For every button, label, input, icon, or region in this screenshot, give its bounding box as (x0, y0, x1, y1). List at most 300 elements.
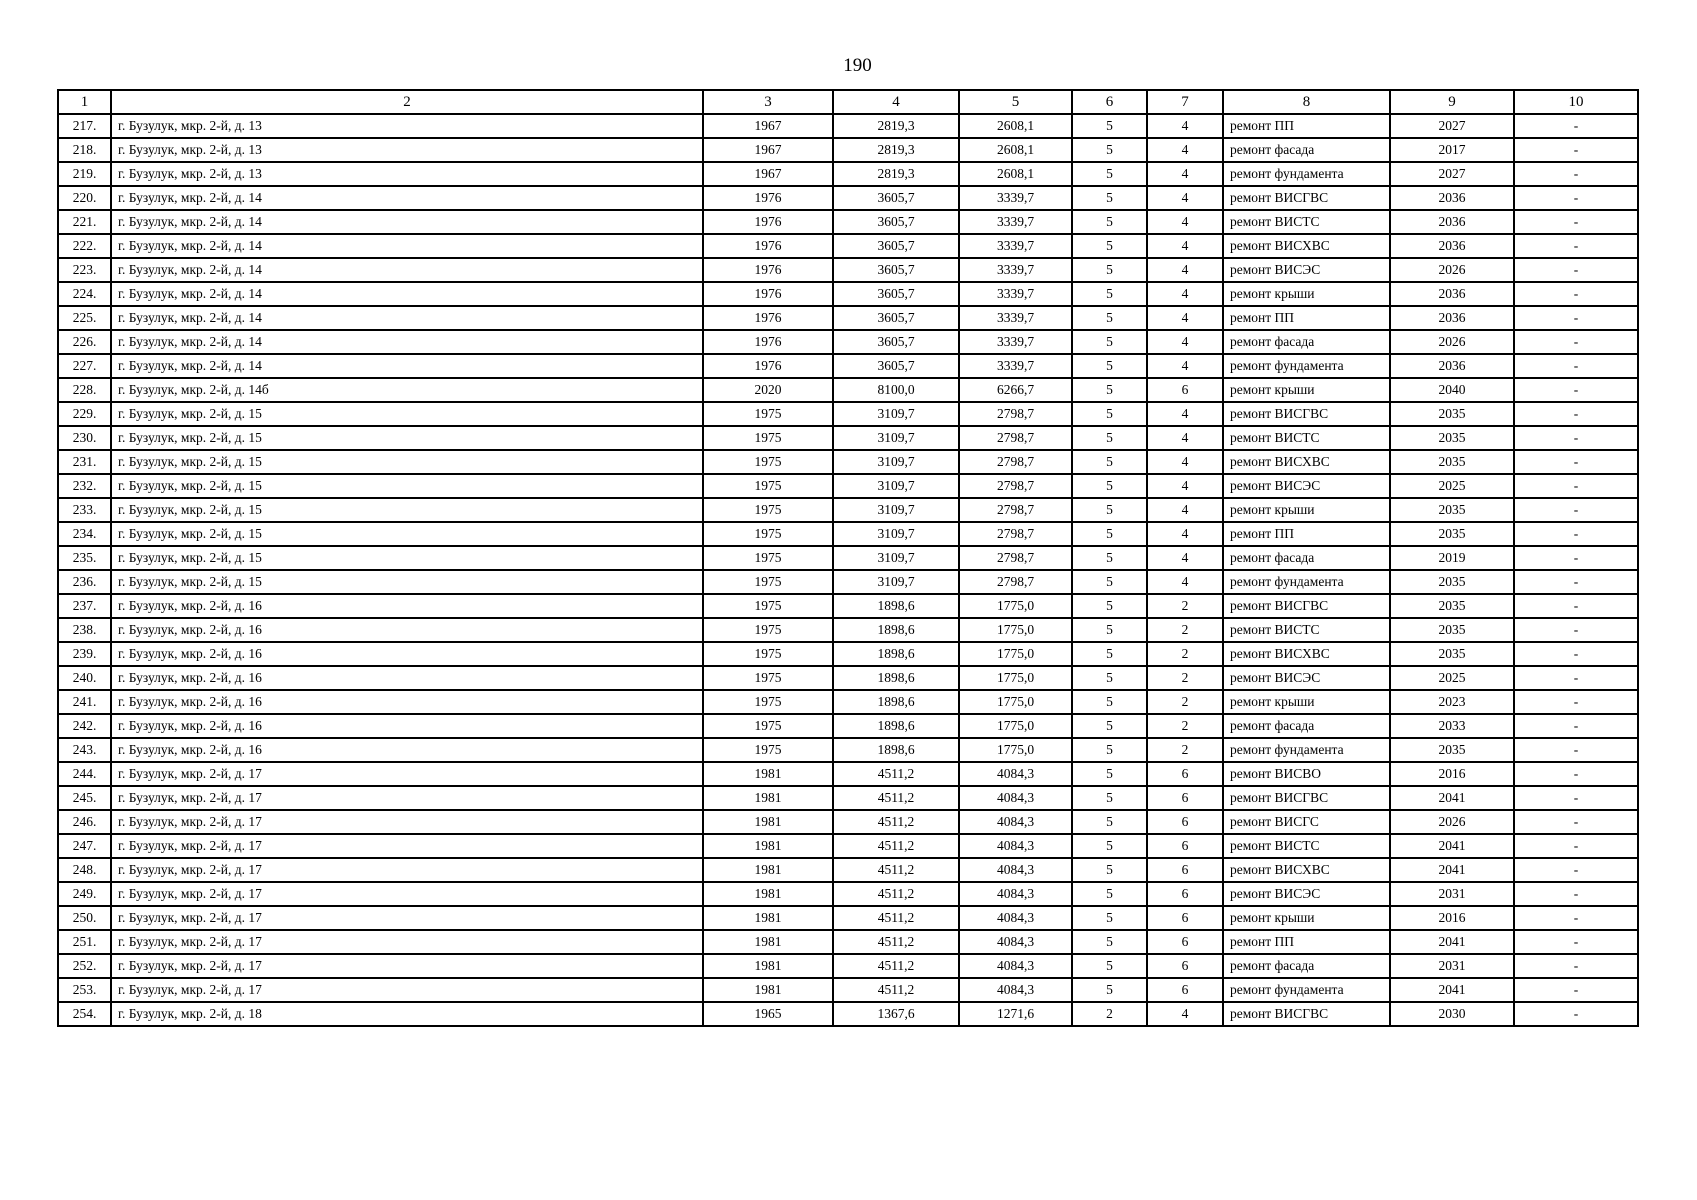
entrances-cell: 2 (1147, 714, 1223, 738)
work-type-cell: ремонт фундамента (1223, 978, 1390, 1002)
repair-year-cell: 2036 (1390, 354, 1514, 378)
table-row (58, 882, 1638, 906)
total-area-cell: 1898,6 (833, 738, 959, 762)
entrances-cell: 6 (1147, 834, 1223, 858)
entrances-cell: 6 (1147, 378, 1223, 402)
address-cell: г. Бузулук, мкр. 2-й, д. 15 (111, 426, 703, 450)
table-row (58, 162, 1638, 186)
table-row (58, 690, 1638, 714)
column-header-4: 4 (833, 90, 959, 114)
repair-year-cell: 2041 (1390, 786, 1514, 810)
table-row (58, 450, 1638, 474)
table-row (58, 738, 1638, 762)
entrances-cell: 2 (1147, 738, 1223, 762)
year-cell: 1975 (703, 450, 833, 474)
entrances-cell: 2 (1147, 642, 1223, 666)
year-cell: 1965 (703, 1002, 833, 1026)
living-area-cell: 4084,3 (959, 762, 1072, 786)
table-row (58, 930, 1638, 954)
work-type-cell: ремонт ВИСЭС (1223, 474, 1390, 498)
living-area-cell: 4084,3 (959, 906, 1072, 930)
entrances-cell: 6 (1147, 906, 1223, 930)
living-area-cell: 4084,3 (959, 858, 1072, 882)
table-row (58, 978, 1638, 1002)
floors-cell: 2 (1072, 1002, 1147, 1026)
row-number-cell: 249. (58, 882, 111, 906)
table-row (58, 138, 1638, 162)
work-type-cell: ремонт фасада (1223, 714, 1390, 738)
total-area-cell: 4511,2 (833, 810, 959, 834)
living-area-cell: 4084,3 (959, 930, 1072, 954)
note-cell: - (1514, 978, 1638, 1002)
total-area-cell: 4511,2 (833, 834, 959, 858)
living-area-cell: 1775,0 (959, 714, 1072, 738)
table-row (58, 762, 1638, 786)
entrances-cell: 4 (1147, 474, 1223, 498)
floors-cell: 5 (1072, 522, 1147, 546)
table-row (58, 114, 1638, 138)
note-cell: - (1514, 810, 1638, 834)
row-number-cell: 250. (58, 906, 111, 930)
total-area-cell: 3605,7 (833, 354, 959, 378)
floors-cell: 5 (1072, 426, 1147, 450)
page-number: 190 (843, 55, 872, 76)
living-area-cell: 3339,7 (959, 258, 1072, 282)
work-type-cell: ремонт фундамента (1223, 162, 1390, 186)
repair-year-cell: 2036 (1390, 186, 1514, 210)
year-cell: 1976 (703, 330, 833, 354)
year-cell: 1975 (703, 546, 833, 570)
address-cell: г. Бузулук, мкр. 2-й, д. 17 (111, 834, 703, 858)
entrances-cell: 6 (1147, 954, 1223, 978)
total-area-cell: 1898,6 (833, 714, 959, 738)
note-cell: - (1514, 834, 1638, 858)
total-area-cell: 3109,7 (833, 570, 959, 594)
total-area-cell: 3605,7 (833, 258, 959, 282)
living-area-cell: 2798,7 (959, 546, 1072, 570)
table-row (58, 546, 1638, 570)
floors-cell: 5 (1072, 954, 1147, 978)
work-type-cell: ремонт ВИСГС (1223, 810, 1390, 834)
column-header-3: 3 (703, 90, 833, 114)
entrances-cell: 6 (1147, 858, 1223, 882)
note-cell: - (1514, 282, 1638, 306)
work-type-cell: ремонт ВИСТС (1223, 426, 1390, 450)
table-row (58, 786, 1638, 810)
repair-year-cell: 2035 (1390, 594, 1514, 618)
total-area-cell: 3109,7 (833, 450, 959, 474)
table-row (58, 642, 1638, 666)
total-area-cell: 3605,7 (833, 210, 959, 234)
row-number-cell: 248. (58, 858, 111, 882)
table-row (58, 834, 1638, 858)
column-header-8: 8 (1223, 90, 1390, 114)
row-number-cell: 243. (58, 738, 111, 762)
address-cell: г. Бузулук, мкр. 2-й, д. 16 (111, 666, 703, 690)
repair-year-cell: 2035 (1390, 738, 1514, 762)
note-cell: - (1514, 234, 1638, 258)
work-type-cell: ремонт ВИСГВС (1223, 402, 1390, 426)
note-cell: - (1514, 594, 1638, 618)
address-cell: г. Бузулук, мкр. 2-й, д. 15 (111, 522, 703, 546)
row-number-cell: 251. (58, 930, 111, 954)
note-cell: - (1514, 402, 1638, 426)
row-number-cell: 238. (58, 618, 111, 642)
repair-year-cell: 2031 (1390, 882, 1514, 906)
total-area-cell: 1367,6 (833, 1002, 959, 1026)
table-row (58, 186, 1638, 210)
total-area-cell: 4511,2 (833, 978, 959, 1002)
total-area-cell: 4511,2 (833, 762, 959, 786)
address-cell: г. Бузулук, мкр. 2-й, д. 17 (111, 786, 703, 810)
address-cell: г. Бузулук, мкр. 2-й, д. 16 (111, 738, 703, 762)
address-cell: г. Бузулук, мкр. 2-й, д. 17 (111, 954, 703, 978)
work-type-cell: ремонт крыши (1223, 906, 1390, 930)
row-number-cell: 244. (58, 762, 111, 786)
repair-year-cell: 2041 (1390, 930, 1514, 954)
floors-cell: 5 (1072, 690, 1147, 714)
year-cell: 1976 (703, 282, 833, 306)
floors-cell: 5 (1072, 714, 1147, 738)
work-type-cell: ремонт фасада (1223, 330, 1390, 354)
row-number-cell: 223. (58, 258, 111, 282)
address-cell: г. Бузулук, мкр. 2-й, д. 14б (111, 378, 703, 402)
note-cell: - (1514, 522, 1638, 546)
floors-cell: 5 (1072, 834, 1147, 858)
work-type-cell: ремонт ВИСЭС (1223, 882, 1390, 906)
repair-year-cell: 2026 (1390, 330, 1514, 354)
work-type-cell: ремонт крыши (1223, 282, 1390, 306)
address-cell: г. Бузулук, мкр. 2-й, д. 13 (111, 114, 703, 138)
row-number-cell: 245. (58, 786, 111, 810)
entrances-cell: 4 (1147, 306, 1223, 330)
address-cell: г. Бузулук, мкр. 2-й, д. 17 (111, 978, 703, 1002)
row-number-cell: 225. (58, 306, 111, 330)
address-cell: г. Бузулук, мкр. 2-й, д. 16 (111, 642, 703, 666)
living-area-cell: 2798,7 (959, 450, 1072, 474)
repair-year-cell: 2036 (1390, 306, 1514, 330)
total-area-cell: 3109,7 (833, 522, 959, 546)
repair-year-cell: 2026 (1390, 810, 1514, 834)
floors-cell: 5 (1072, 858, 1147, 882)
work-type-cell: ремонт ВИСГВС (1223, 594, 1390, 618)
work-type-cell: ремонт крыши (1223, 690, 1390, 714)
address-cell: г. Бузулук, мкр. 2-й, д. 15 (111, 546, 703, 570)
work-type-cell: ремонт фасада (1223, 546, 1390, 570)
table-row (58, 618, 1638, 642)
year-cell: 1975 (703, 690, 833, 714)
floors-cell: 5 (1072, 618, 1147, 642)
year-cell: 1976 (703, 210, 833, 234)
repair-year-cell: 2036 (1390, 282, 1514, 306)
total-area-cell: 3109,7 (833, 498, 959, 522)
entrances-cell: 2 (1147, 594, 1223, 618)
row-number-cell: 235. (58, 546, 111, 570)
floors-cell: 5 (1072, 234, 1147, 258)
entrances-cell: 6 (1147, 786, 1223, 810)
floors-cell: 5 (1072, 186, 1147, 210)
note-cell: - (1514, 786, 1638, 810)
living-area-cell: 1271,6 (959, 1002, 1072, 1026)
year-cell: 1975 (703, 642, 833, 666)
total-area-cell: 4511,2 (833, 786, 959, 810)
living-area-cell: 4084,3 (959, 954, 1072, 978)
living-area-cell: 2798,7 (959, 474, 1072, 498)
total-area-cell: 3605,7 (833, 282, 959, 306)
table-row (58, 954, 1638, 978)
row-number-cell: 220. (58, 186, 111, 210)
floors-cell: 5 (1072, 354, 1147, 378)
note-cell: - (1514, 762, 1638, 786)
year-cell: 1975 (703, 594, 833, 618)
row-number-cell: 229. (58, 402, 111, 426)
table-row (58, 474, 1638, 498)
work-type-cell: ремонт фасада (1223, 954, 1390, 978)
note-cell: - (1514, 474, 1638, 498)
floors-cell: 5 (1072, 402, 1147, 426)
work-type-cell: ремонт ВИСТС (1223, 618, 1390, 642)
floors-cell: 5 (1072, 930, 1147, 954)
repair-year-cell: 2027 (1390, 114, 1514, 138)
table-row (58, 426, 1638, 450)
note-cell: - (1514, 666, 1638, 690)
row-number-cell: 226. (58, 330, 111, 354)
year-cell: 1967 (703, 114, 833, 138)
year-cell: 1981 (703, 882, 833, 906)
living-area-cell: 1775,0 (959, 690, 1072, 714)
repair-year-cell: 2035 (1390, 426, 1514, 450)
row-number-cell: 233. (58, 498, 111, 522)
living-area-cell: 4084,3 (959, 786, 1072, 810)
row-number-cell: 217. (58, 114, 111, 138)
work-type-cell: ремонт ВИСХВС (1223, 642, 1390, 666)
floors-cell: 5 (1072, 474, 1147, 498)
living-area-cell: 3339,7 (959, 186, 1072, 210)
total-area-cell: 1898,6 (833, 642, 959, 666)
row-number-cell: 224. (58, 282, 111, 306)
repair-year-cell: 2025 (1390, 666, 1514, 690)
row-number-cell: 240. (58, 666, 111, 690)
column-header-9: 9 (1390, 90, 1514, 114)
floors-cell: 5 (1072, 258, 1147, 282)
table-row (58, 234, 1638, 258)
living-area-cell: 6266,7 (959, 378, 1072, 402)
total-area-cell: 4511,2 (833, 954, 959, 978)
total-area-cell: 3605,7 (833, 306, 959, 330)
row-number-cell: 253. (58, 978, 111, 1002)
address-cell: г. Бузулук, мкр. 2-й, д. 16 (111, 714, 703, 738)
living-area-cell: 2798,7 (959, 522, 1072, 546)
address-cell: г. Бузулук, мкр. 2-й, д. 15 (111, 498, 703, 522)
note-cell: - (1514, 114, 1638, 138)
row-number-cell: 234. (58, 522, 111, 546)
work-type-cell: ремонт фундамента (1223, 570, 1390, 594)
living-area-cell: 4084,3 (959, 978, 1072, 1002)
address-cell: г. Бузулук, мкр. 2-й, д. 15 (111, 474, 703, 498)
table-row (58, 906, 1638, 930)
year-cell: 1981 (703, 762, 833, 786)
total-area-cell: 4511,2 (833, 930, 959, 954)
note-cell: - (1514, 882, 1638, 906)
living-area-cell: 1775,0 (959, 594, 1072, 618)
living-area-cell: 4084,3 (959, 882, 1072, 906)
repair-year-cell: 2035 (1390, 570, 1514, 594)
year-cell: 1975 (703, 714, 833, 738)
row-number-cell: 252. (58, 954, 111, 978)
floors-cell: 5 (1072, 282, 1147, 306)
repair-year-cell: 2036 (1390, 210, 1514, 234)
entrances-cell: 2 (1147, 618, 1223, 642)
total-area-cell: 2819,3 (833, 114, 959, 138)
year-cell: 1981 (703, 786, 833, 810)
entrances-cell: 2 (1147, 666, 1223, 690)
table-row (58, 858, 1638, 882)
column-header-7: 7 (1147, 90, 1223, 114)
note-cell: - (1514, 1002, 1638, 1026)
row-number-cell: 230. (58, 426, 111, 450)
year-cell: 1975 (703, 666, 833, 690)
living-area-cell: 3339,7 (959, 330, 1072, 354)
year-cell: 2020 (703, 378, 833, 402)
floors-cell: 5 (1072, 162, 1147, 186)
header-row (58, 90, 1638, 114)
note-cell: - (1514, 186, 1638, 210)
address-cell: г. Бузулук, мкр. 2-й, д. 15 (111, 450, 703, 474)
repair-year-cell: 2026 (1390, 258, 1514, 282)
note-cell: - (1514, 210, 1638, 234)
address-cell: г. Бузулук, мкр. 2-й, д. 17 (111, 810, 703, 834)
year-cell: 1975 (703, 426, 833, 450)
living-area-cell: 2798,7 (959, 402, 1072, 426)
repair-year-cell: 2041 (1390, 834, 1514, 858)
work-type-cell: ремонт фасада (1223, 138, 1390, 162)
work-type-cell: ремонт ПП (1223, 306, 1390, 330)
note-cell: - (1514, 642, 1638, 666)
entrances-cell: 4 (1147, 282, 1223, 306)
total-area-cell: 3605,7 (833, 330, 959, 354)
column-header-2: 2 (111, 90, 703, 114)
total-area-cell: 2819,3 (833, 138, 959, 162)
note-cell: - (1514, 330, 1638, 354)
entrances-cell: 4 (1147, 450, 1223, 474)
living-area-cell: 1775,0 (959, 738, 1072, 762)
work-type-cell: ремонт ВИСТС (1223, 834, 1390, 858)
address-cell: г. Бузулук, мкр. 2-й, д. 14 (111, 234, 703, 258)
address-cell: г. Бузулук, мкр. 2-й, д. 18 (111, 1002, 703, 1026)
living-area-cell: 4084,3 (959, 810, 1072, 834)
table-row (58, 498, 1638, 522)
entrances-cell: 4 (1147, 162, 1223, 186)
floors-cell: 5 (1072, 114, 1147, 138)
entrances-cell: 4 (1147, 402, 1223, 426)
repair-year-cell: 2025 (1390, 474, 1514, 498)
address-cell: г. Бузулук, мкр. 2-й, д. 16 (111, 618, 703, 642)
address-cell: г. Бузулук, мкр. 2-й, д. 17 (111, 930, 703, 954)
address-cell: г. Бузулук, мкр. 2-й, д. 15 (111, 570, 703, 594)
table-row (58, 402, 1638, 426)
floors-cell: 5 (1072, 138, 1147, 162)
table-row (58, 1002, 1638, 1026)
floors-cell: 5 (1072, 306, 1147, 330)
address-cell: г. Бузулук, мкр. 2-й, д. 14 (111, 330, 703, 354)
work-type-cell: ремонт ПП (1223, 522, 1390, 546)
total-area-cell: 4511,2 (833, 882, 959, 906)
year-cell: 1975 (703, 522, 833, 546)
work-type-cell: ремонт ПП (1223, 114, 1390, 138)
address-cell: г. Бузулук, мкр. 2-й, д. 14 (111, 186, 703, 210)
floors-cell: 5 (1072, 786, 1147, 810)
address-cell: г. Бузулук, мкр. 2-й, д. 17 (111, 906, 703, 930)
repair-year-cell: 2016 (1390, 906, 1514, 930)
address-cell: г. Бузулук, мкр. 2-й, д. 17 (111, 858, 703, 882)
repair-year-cell: 2041 (1390, 978, 1514, 1002)
row-number-cell: 218. (58, 138, 111, 162)
housing-repair-table (57, 89, 1639, 1027)
repair-year-cell: 2027 (1390, 162, 1514, 186)
row-number-cell: 247. (58, 834, 111, 858)
floors-cell: 5 (1072, 378, 1147, 402)
floors-cell: 5 (1072, 570, 1147, 594)
work-type-cell: ремонт ВИСГВС (1223, 1002, 1390, 1026)
year-cell: 1967 (703, 162, 833, 186)
total-area-cell: 3605,7 (833, 234, 959, 258)
year-cell: 1981 (703, 930, 833, 954)
total-area-cell: 2819,3 (833, 162, 959, 186)
table-row (58, 714, 1638, 738)
floors-cell: 5 (1072, 642, 1147, 666)
repair-year-cell: 2033 (1390, 714, 1514, 738)
entrances-cell: 4 (1147, 210, 1223, 234)
column-header-10: 10 (1514, 90, 1638, 114)
table-row (58, 666, 1638, 690)
work-type-cell: ремонт ВИСЭС (1223, 666, 1390, 690)
table-row (58, 330, 1638, 354)
year-cell: 1976 (703, 354, 833, 378)
living-area-cell: 4084,3 (959, 834, 1072, 858)
note-cell: - (1514, 258, 1638, 282)
total-area-cell: 4511,2 (833, 906, 959, 930)
table-row (58, 594, 1638, 618)
repair-year-cell: 2035 (1390, 402, 1514, 426)
entrances-cell: 6 (1147, 882, 1223, 906)
total-area-cell: 1898,6 (833, 690, 959, 714)
entrances-cell: 6 (1147, 978, 1223, 1002)
repair-year-cell: 2035 (1390, 642, 1514, 666)
entrances-cell: 4 (1147, 354, 1223, 378)
table-row (58, 810, 1638, 834)
address-cell: г. Бузулук, мкр. 2-й, д. 13 (111, 162, 703, 186)
address-cell: г. Бузулук, мкр. 2-й, д. 14 (111, 258, 703, 282)
column-header-1: 1 (58, 90, 111, 114)
repair-year-cell: 2035 (1390, 618, 1514, 642)
floors-cell: 5 (1072, 498, 1147, 522)
floors-cell: 5 (1072, 738, 1147, 762)
row-number-cell: 254. (58, 1002, 111, 1026)
year-cell: 1967 (703, 138, 833, 162)
floors-cell: 5 (1072, 882, 1147, 906)
work-type-cell: ремонт ВИСХВС (1223, 450, 1390, 474)
floors-cell: 5 (1072, 210, 1147, 234)
floors-cell: 5 (1072, 978, 1147, 1002)
row-number-cell: 239. (58, 642, 111, 666)
year-cell: 1975 (703, 738, 833, 762)
repair-year-cell: 2031 (1390, 954, 1514, 978)
year-cell: 1981 (703, 810, 833, 834)
total-area-cell: 1898,6 (833, 618, 959, 642)
note-cell: - (1514, 426, 1638, 450)
floors-cell: 5 (1072, 546, 1147, 570)
year-cell: 1981 (703, 834, 833, 858)
